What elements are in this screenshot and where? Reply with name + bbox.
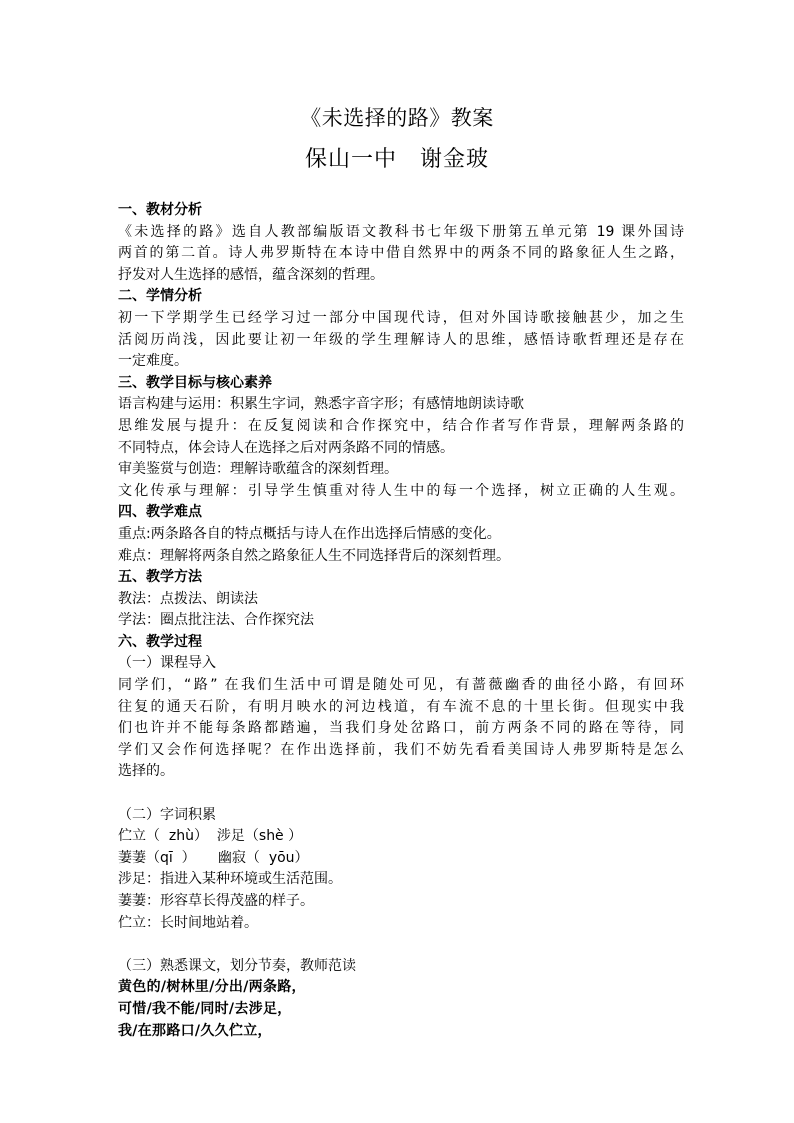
document-body [118,200,684,1042]
text-line: 萋萋：形容草长得茂盛的样子。 [118,893,314,909]
paragraph-line: 学们又会作何选择呢？在作出选择前，我们不妨先看看美国诗人弗罗斯特是怎么 [118,741,684,758]
text-line: 不同特点，体会诗人在选择之后对两条路不同的情感。 [118,439,454,456]
text-line: （二）字词积累 [118,806,216,823]
blank-line [118,934,684,956]
poem-line: 可惜/我不能/同时/去涉足， [118,1000,292,1017]
paragraph-line: 同学们，“路” 在我们生活中可谓是随处可见，有蔷薇幽香的曲径小路，有回环 [118,677,684,694]
poem-line: 黄色的/树林里/分出/两条路， [118,979,306,996]
text-line: 审美鉴赏与创造：理解诗歌蕴含的深刻哲理。 [118,461,398,478]
text-line: （一）课程导入 [118,655,216,672]
text-line: 选择的。 [118,763,174,780]
paragraph-line: 往复的通天石阶，有明月映水的河边栈道，有车流不息的十里长街。但现实中我 [118,698,684,715]
text-line: （三）熟悉课文，划分节奏，教师范读 [118,957,356,974]
section-heading: 一、教材分析 [118,202,202,218]
section-heading: 二、学情分析 [118,288,202,305]
paragraph-line: 两首的第二首。诗人弗罗斯特在本诗中借自然界中的两条不同的路象征人生之路， [118,245,684,262]
text-line: 萋萋（qī ） 幽寂（ yōu） [118,849,309,866]
paragraph-line: 初一下学期学生已经学习过一部分中国现代诗，但对外国诗歌接触甚少，加之生 [118,309,684,326]
text-line: 重点:两条路各自的特点概括与诗人在作出选择后情感的变化。 [118,525,501,542]
paragraph-line: 思维发展与提升：在反复阅读和合作探究中，结合作者写作背景，理解两条路的 [118,417,684,434]
paragraph-line: 活阅历尚浅，因此要让初一年级的学生理解诗人的思维，感悟诗歌哲理还是存在 [118,331,684,348]
section-heading: 五、教学方法 [118,569,202,586]
section-heading: 三、教学目标与核心素养 [118,374,272,391]
text-line: 伫立：长时间地站着。 [118,914,258,931]
text-line: 一定难度。 [118,353,188,370]
text-line: 伫立（ zhù） 涉足（shè ） [118,828,303,845]
text-line: 学法：圈点批注法、合作探究法 [118,612,314,629]
paragraph-line: 文化传承与理解：引导学生慎重对待人生中的每一个选择，树立正确的人生观。 [118,482,684,499]
text-line: 难点：理解将两条自然之路象征人生不同选择背后的深刻哲理。 [118,547,510,564]
text-line: 抒发对人生选择的感悟，蕴含深刻的哲理。 [118,266,384,283]
paragraph-line: 《未选择的路》选自人教部编版语文教科书七年级下册第五单元第 19 课外国诗 [118,223,684,240]
document-title: 《未选择的路》教案 [300,106,494,130]
document-subtitle: 保山一中 谢金玻 [304,147,489,172]
paragraph-line: 们也许并不能每条路都踏遍，当我们身处岔路口，前方两条不同的路在等待，同 [118,720,684,737]
text-line: 教法：点拨法、朗读法 [118,590,258,607]
poem-line: 我/在那路口/久久伫立， [118,1022,272,1039]
section-heading: 六、教学过程 [118,633,202,650]
section-heading: 四、教学难点 [118,504,202,521]
text-line: 涉足：指进入某种环境或生活范围。 [118,871,342,888]
text-line: 语言构建与运用：积累生字词，熟悉字音字形；有感情地朗读诗歌 [118,396,524,413]
blank-line [118,783,684,805]
